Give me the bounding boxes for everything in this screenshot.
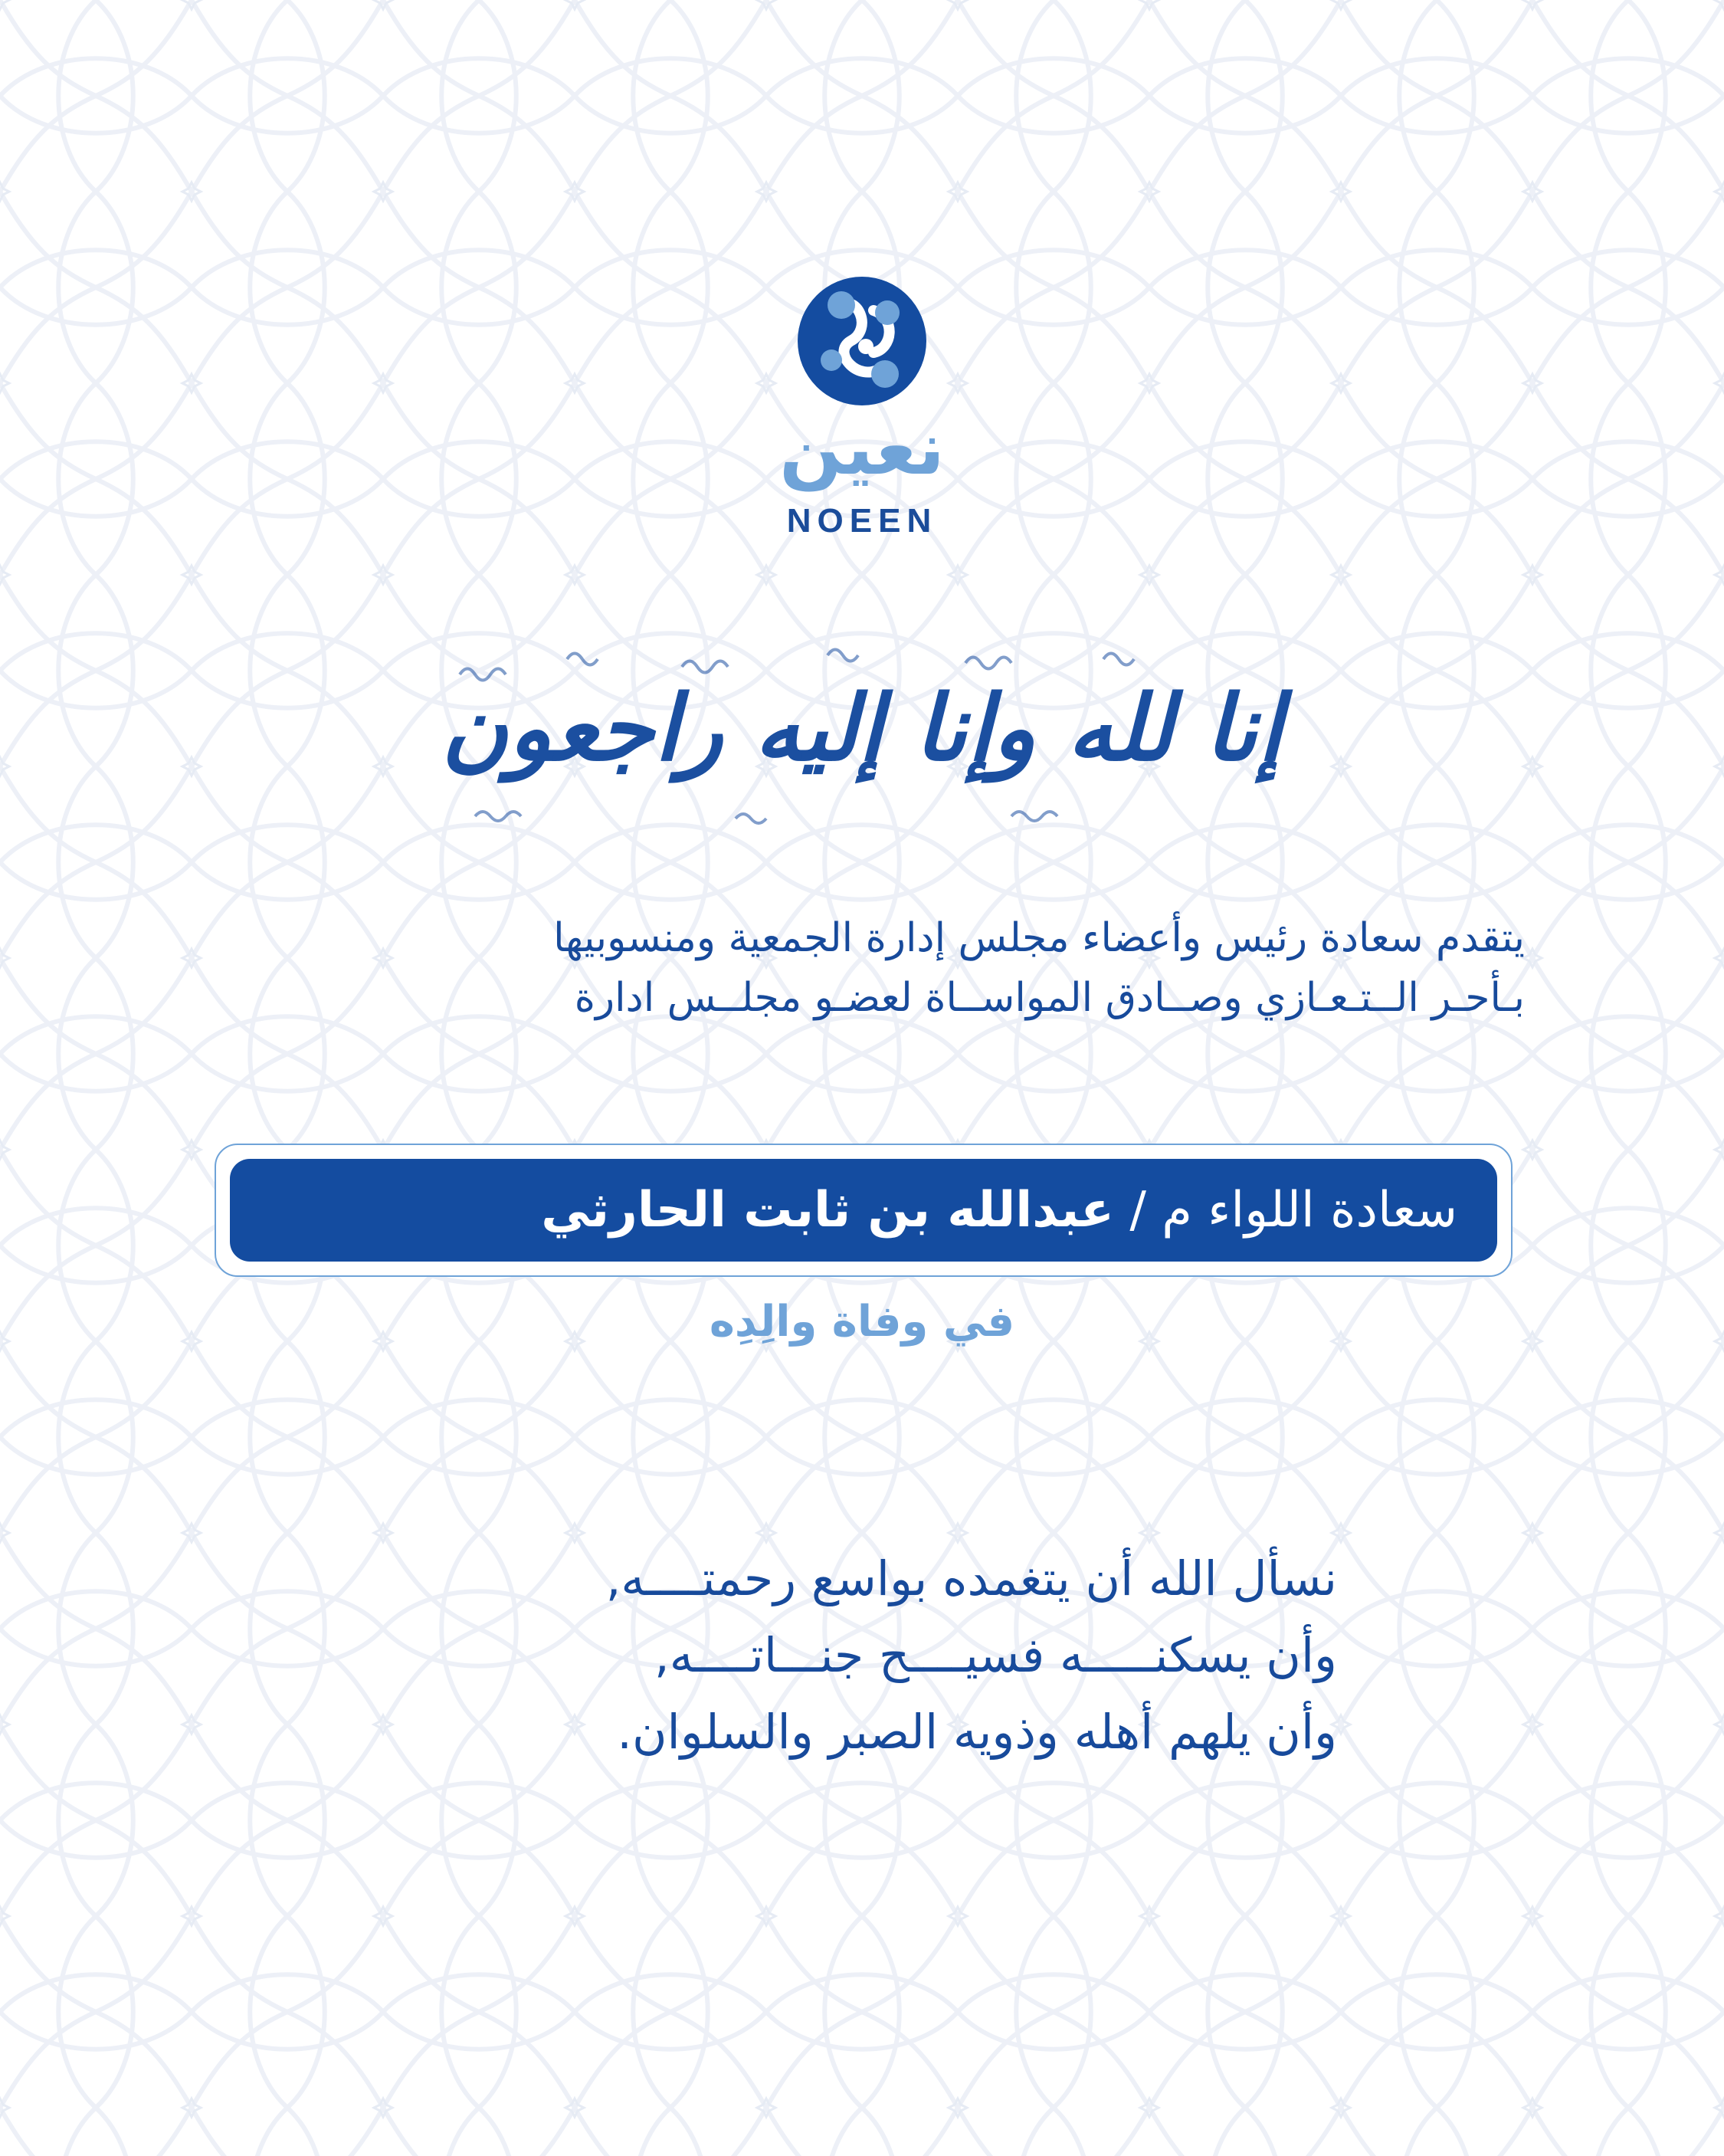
intro-paragraph <box>153 908 1525 1028</box>
name-frame <box>215 1144 1513 1277</box>
intro-line-1: يتقدم سعادة رئيس وأعضاء مجلس إدارة الجمعية ومنسوبيها <box>553 915 1525 961</box>
prayer-line-2: وأن يسكنـــــه فسيــــح جنـــاتــــه, <box>654 1627 1337 1683</box>
name-full: عبدالله بن ثابت الحارثي <box>541 1182 1114 1239</box>
prayer-line-3: وأن يلهم أهله وذويه الصبر والسلوان. <box>617 1704 1337 1760</box>
name-banner <box>230 1159 1497 1262</box>
prayer-paragraph <box>230 1541 1337 1770</box>
logo-mark-icon <box>797 276 927 406</box>
noeen-logo <box>747 261 977 552</box>
condolence-heading: إنا لله وإنا إليه راجعون <box>441 674 1283 781</box>
name-separator: / <box>1114 1182 1162 1239</box>
occasion-line: في وفاة والِدِه <box>709 1297 1015 1347</box>
prayer-line-1: نسأل الله أن يتغمده بواسع رحمتــــه, <box>605 1551 1337 1606</box>
name-title: سعادة اللواء م <box>1162 1182 1457 1239</box>
logo-arabic-wordmark: نعين <box>779 405 945 491</box>
logo-latin-wordmark: NOEEN <box>786 502 938 540</box>
intro-line-2: بـأحـر الــتـعـازي وصــادق المواســاة لعضـو مجلــس ادارة <box>574 975 1525 1021</box>
